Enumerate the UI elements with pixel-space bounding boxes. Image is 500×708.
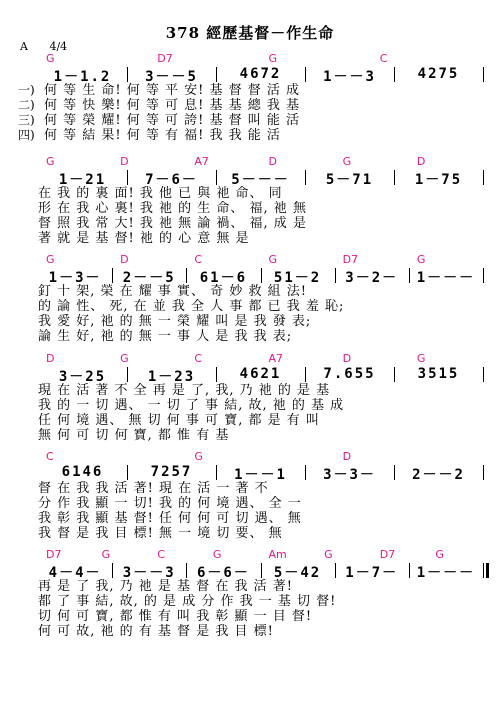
chord-symbol: G — [194, 450, 203, 463]
barline — [483, 268, 484, 283]
barline — [112, 563, 113, 578]
chord-symbol: C — [46, 450, 54, 463]
lyric-line — [18, 216, 488, 231]
final-barline — [486, 563, 489, 578]
lyric-line — [18, 83, 488, 98]
measure: 7－6－ — [145, 172, 198, 188]
lyric-text: 的 論 性、 死, 在 並 我 全 人 事 都 已 我 羞 恥; — [38, 299, 345, 314]
measure: 1－75 — [414, 172, 463, 188]
time-signature: 4/4 — [49, 40, 68, 53]
chord-symbol: D — [416, 155, 426, 168]
lyric-text: 分 作 我 顯 一 切! 我 的 何 境 遇、 全 一 — [38, 496, 302, 511]
verse-number: 二) — [18, 98, 35, 112]
chord-symbol: D — [268, 155, 277, 168]
measure: 1－－－ — [416, 270, 476, 286]
lyric-line — [18, 186, 488, 201]
lyric-line — [18, 398, 488, 413]
measure: 3－－3 — [122, 565, 176, 581]
score-system — [18, 352, 488, 443]
lyric-text: 任 何 境 遇、 無 切 何 事 可 寶, 都 是 有 叫 — [38, 413, 320, 428]
chord-symbol: C — [194, 253, 203, 266]
measure: 3－2－ — [345, 270, 399, 286]
lyric-text: 切 何 可 寶, 都 惟 有 叫 我 彰 顯 一 目 督! — [38, 609, 313, 624]
chord-symbol: G — [101, 548, 111, 561]
measure: 1－21 — [58, 172, 107, 188]
lyric-text: 何 等 快 樂! 何 等 可 息! 基 基 總 我 基 — [44, 98, 301, 113]
barline — [394, 465, 395, 480]
lyric-line — [18, 511, 488, 526]
lyric-text: 再 是 了 我, 乃 祂 是 基 督 在 我 活 著! — [38, 579, 293, 594]
chord-symbol: D — [120, 253, 129, 266]
barline — [186, 268, 187, 283]
measure: 1－1.2 — [53, 69, 112, 85]
chord-symbol: D — [46, 352, 55, 365]
measure: 3515 — [417, 366, 460, 382]
lyric-line — [18, 594, 488, 609]
barline — [186, 563, 187, 578]
lyric-text: 何 可 故, 祂 的 有 基 督 是 我 目 標! — [38, 624, 274, 639]
measure: 1－－1 — [234, 467, 287, 483]
measure: 1－－3 — [323, 69, 376, 85]
chord-row — [18, 548, 488, 562]
lyric-text: 現 在 活 著 不 全 再 是 了, 我, 乃 祂 的 是 基 — [38, 383, 331, 398]
measure: 4－4－ — [48, 565, 102, 581]
barline — [409, 563, 410, 578]
barline — [335, 563, 336, 578]
lyric-text: 我 彰 我 顯 基 督! 任 何 何 可 切 遇、 無 — [38, 511, 302, 526]
chord-symbol: D7 — [379, 548, 396, 561]
measure: 3－－5 — [145, 69, 198, 85]
score-system — [18, 155, 488, 246]
chord-symbol: G — [268, 52, 278, 65]
lyric-text: 在 我 的 裏 面! 我 他 已 與 祂 命、 同 — [38, 186, 283, 201]
chord-symbol: D7 — [46, 548, 62, 561]
chord-row — [18, 253, 488, 267]
lyric-line — [18, 413, 488, 428]
score-system — [18, 548, 488, 639]
barline — [394, 367, 395, 382]
barline — [112, 268, 113, 283]
measure: 61－6 — [199, 270, 248, 286]
lyric-text: 督 照 我 常 大! 我 祂 無 論 禍、 福, 成 是 — [38, 216, 307, 231]
measure: 1－－－ — [416, 565, 476, 581]
lyric-line — [18, 624, 488, 639]
notation-row — [18, 267, 488, 284]
lyric-text: 何 等 生 命! 何 等 平 安! 基 督 督 活 成 — [44, 83, 301, 98]
measure: 2－－5 — [122, 270, 176, 286]
barline — [483, 465, 484, 480]
measure: 2－－2 — [412, 467, 465, 483]
lyric-line — [18, 481, 488, 496]
lyric-line — [18, 98, 488, 113]
notation-row — [18, 562, 488, 579]
key-label: A — [20, 40, 28, 53]
notation-row — [18, 66, 488, 83]
chord-symbol: G — [120, 352, 129, 365]
lyric-line — [18, 113, 488, 128]
chord-symbol: D7 — [342, 253, 359, 266]
lyric-text: 我 督 是 我 目 標! 無 一 境 切 要、 無 — [38, 526, 283, 541]
lyric-line — [18, 579, 488, 594]
lyric-line — [18, 284, 488, 299]
measure: 4275 — [417, 66, 460, 82]
lyric-text: 都 了 事 結, 故, 的 是 成 分 作 我 一 基 切 督! — [38, 594, 337, 609]
chord-symbol: C — [157, 548, 165, 561]
lyric-line — [18, 314, 488, 329]
measure: 5－42 — [273, 565, 322, 581]
chord-symbol: C — [194, 352, 203, 365]
lyric-line — [18, 383, 488, 398]
measure: 4621 — [239, 366, 282, 382]
measure: 3－25 — [58, 369, 107, 385]
score-system — [18, 253, 488, 344]
measure: 1－23 — [147, 369, 196, 385]
lyric-line — [18, 526, 488, 541]
verse-number: 四) — [18, 128, 35, 142]
barline — [483, 563, 484, 578]
verse-number: 一) — [18, 83, 35, 97]
barline — [127, 465, 128, 480]
barline — [305, 465, 306, 480]
barline — [127, 170, 128, 185]
measure: 51－2 — [273, 270, 322, 286]
lyric-line — [18, 128, 488, 143]
barline — [335, 268, 336, 283]
verse-number: 三) — [18, 113, 35, 127]
chord-symbol: G — [46, 253, 55, 266]
chord-symbol: G — [46, 52, 55, 65]
chord-symbol: G — [324, 548, 333, 561]
lyric-line — [18, 428, 488, 443]
lyric-line — [18, 496, 488, 511]
chord-symbol: A7 — [194, 155, 209, 168]
barline — [261, 563, 262, 578]
barline — [394, 67, 395, 82]
lyric-text: 形 在 我 心 裏! 我 祂 的 生 命、 福, 祂 無 — [38, 201, 307, 216]
lyric-line — [18, 609, 488, 624]
score-system — [18, 450, 488, 541]
measure: 7.655 — [323, 366, 376, 382]
barline — [409, 268, 410, 283]
chord-row — [18, 450, 488, 464]
measure: 6146 — [61, 464, 104, 480]
chord-symbol: A7 — [268, 352, 284, 365]
barline — [305, 170, 306, 185]
chord-row — [18, 52, 488, 66]
score-system — [18, 52, 488, 143]
barline — [216, 465, 217, 480]
chord-symbol: D7 — [157, 52, 173, 65]
hymn-name: 經歷基督－作生命 — [206, 24, 335, 42]
chord-symbol: D — [120, 155, 129, 168]
lyric-text: 我 的 一 切 遇、 一 切 了 事 結, 故, 祂 的 基 成 — [38, 398, 345, 413]
measure: 6－6－ — [196, 565, 250, 581]
notation-row — [18, 169, 488, 186]
chord-symbol: D — [342, 450, 352, 463]
measure: 4672 — [239, 66, 282, 82]
lyric-line — [18, 231, 488, 246]
barline — [127, 367, 128, 382]
measure: 1－7－ — [345, 565, 399, 581]
chord-symbol: D — [342, 352, 352, 365]
chord-symbol: G — [46, 155, 55, 168]
lyric-line — [18, 299, 488, 314]
barline — [216, 367, 217, 382]
chord-symbol: G — [416, 253, 426, 266]
lyric-text: 我 愛 好, 祂 的 無 一 榮 耀 叫 是 我 發 表; — [38, 314, 312, 329]
measure: 7257 — [150, 464, 193, 480]
barline — [305, 67, 306, 82]
chord-symbol: Am — [268, 548, 287, 561]
lyric-line — [18, 201, 488, 216]
notation-row — [18, 366, 488, 383]
chord-symbol: C — [379, 52, 388, 65]
lyric-text: 無 何 可 切 何 寶, 都 惟 有 基 — [38, 428, 230, 443]
barline — [305, 367, 306, 382]
hymn-number: 378 — [165, 24, 201, 42]
lyric-text: 著 就 是 基 督! 祂 的 心 意 無 是 — [38, 231, 250, 246]
lyric-text: 督 在 我 我 活 著! 現 在 活 一 著 不 — [38, 481, 269, 496]
lyric-text: 釘 十 架, 榮 在 耀 事 實、 奇 妙 救 組 法! — [38, 284, 307, 299]
barline — [127, 67, 128, 82]
barline — [483, 170, 484, 185]
chord-symbol: G — [435, 548, 444, 561]
measure: 1－3－ — [48, 270, 102, 286]
lyric-line — [18, 329, 488, 344]
barline — [261, 268, 262, 283]
barline — [483, 367, 484, 382]
barline — [216, 170, 217, 185]
measure: 3－3－ — [323, 467, 376, 483]
barline — [216, 67, 217, 82]
chord-row — [18, 155, 488, 169]
lyric-text: 何 等 榮 耀! 何 等 可 誇! 基 督 叫 能 活 — [44, 113, 301, 128]
measure: 5－71 — [325, 172, 374, 188]
barline — [483, 67, 484, 82]
chord-symbol: G — [342, 155, 352, 168]
lyric-text: 何 等 結 果! 何 等 有 福! 我 我 能 活 — [44, 128, 281, 143]
chord-symbol: G — [416, 352, 426, 365]
notation-row — [18, 464, 488, 481]
chord-symbol: G — [212, 548, 222, 561]
chord-row — [18, 352, 488, 366]
barline — [394, 170, 395, 185]
lyric-text: 論 生 好, 祂 的 無 一 事 人 是 我 我 表; — [38, 329, 293, 344]
measure: 5－－－ — [231, 172, 290, 188]
chord-symbol: G — [268, 253, 278, 266]
